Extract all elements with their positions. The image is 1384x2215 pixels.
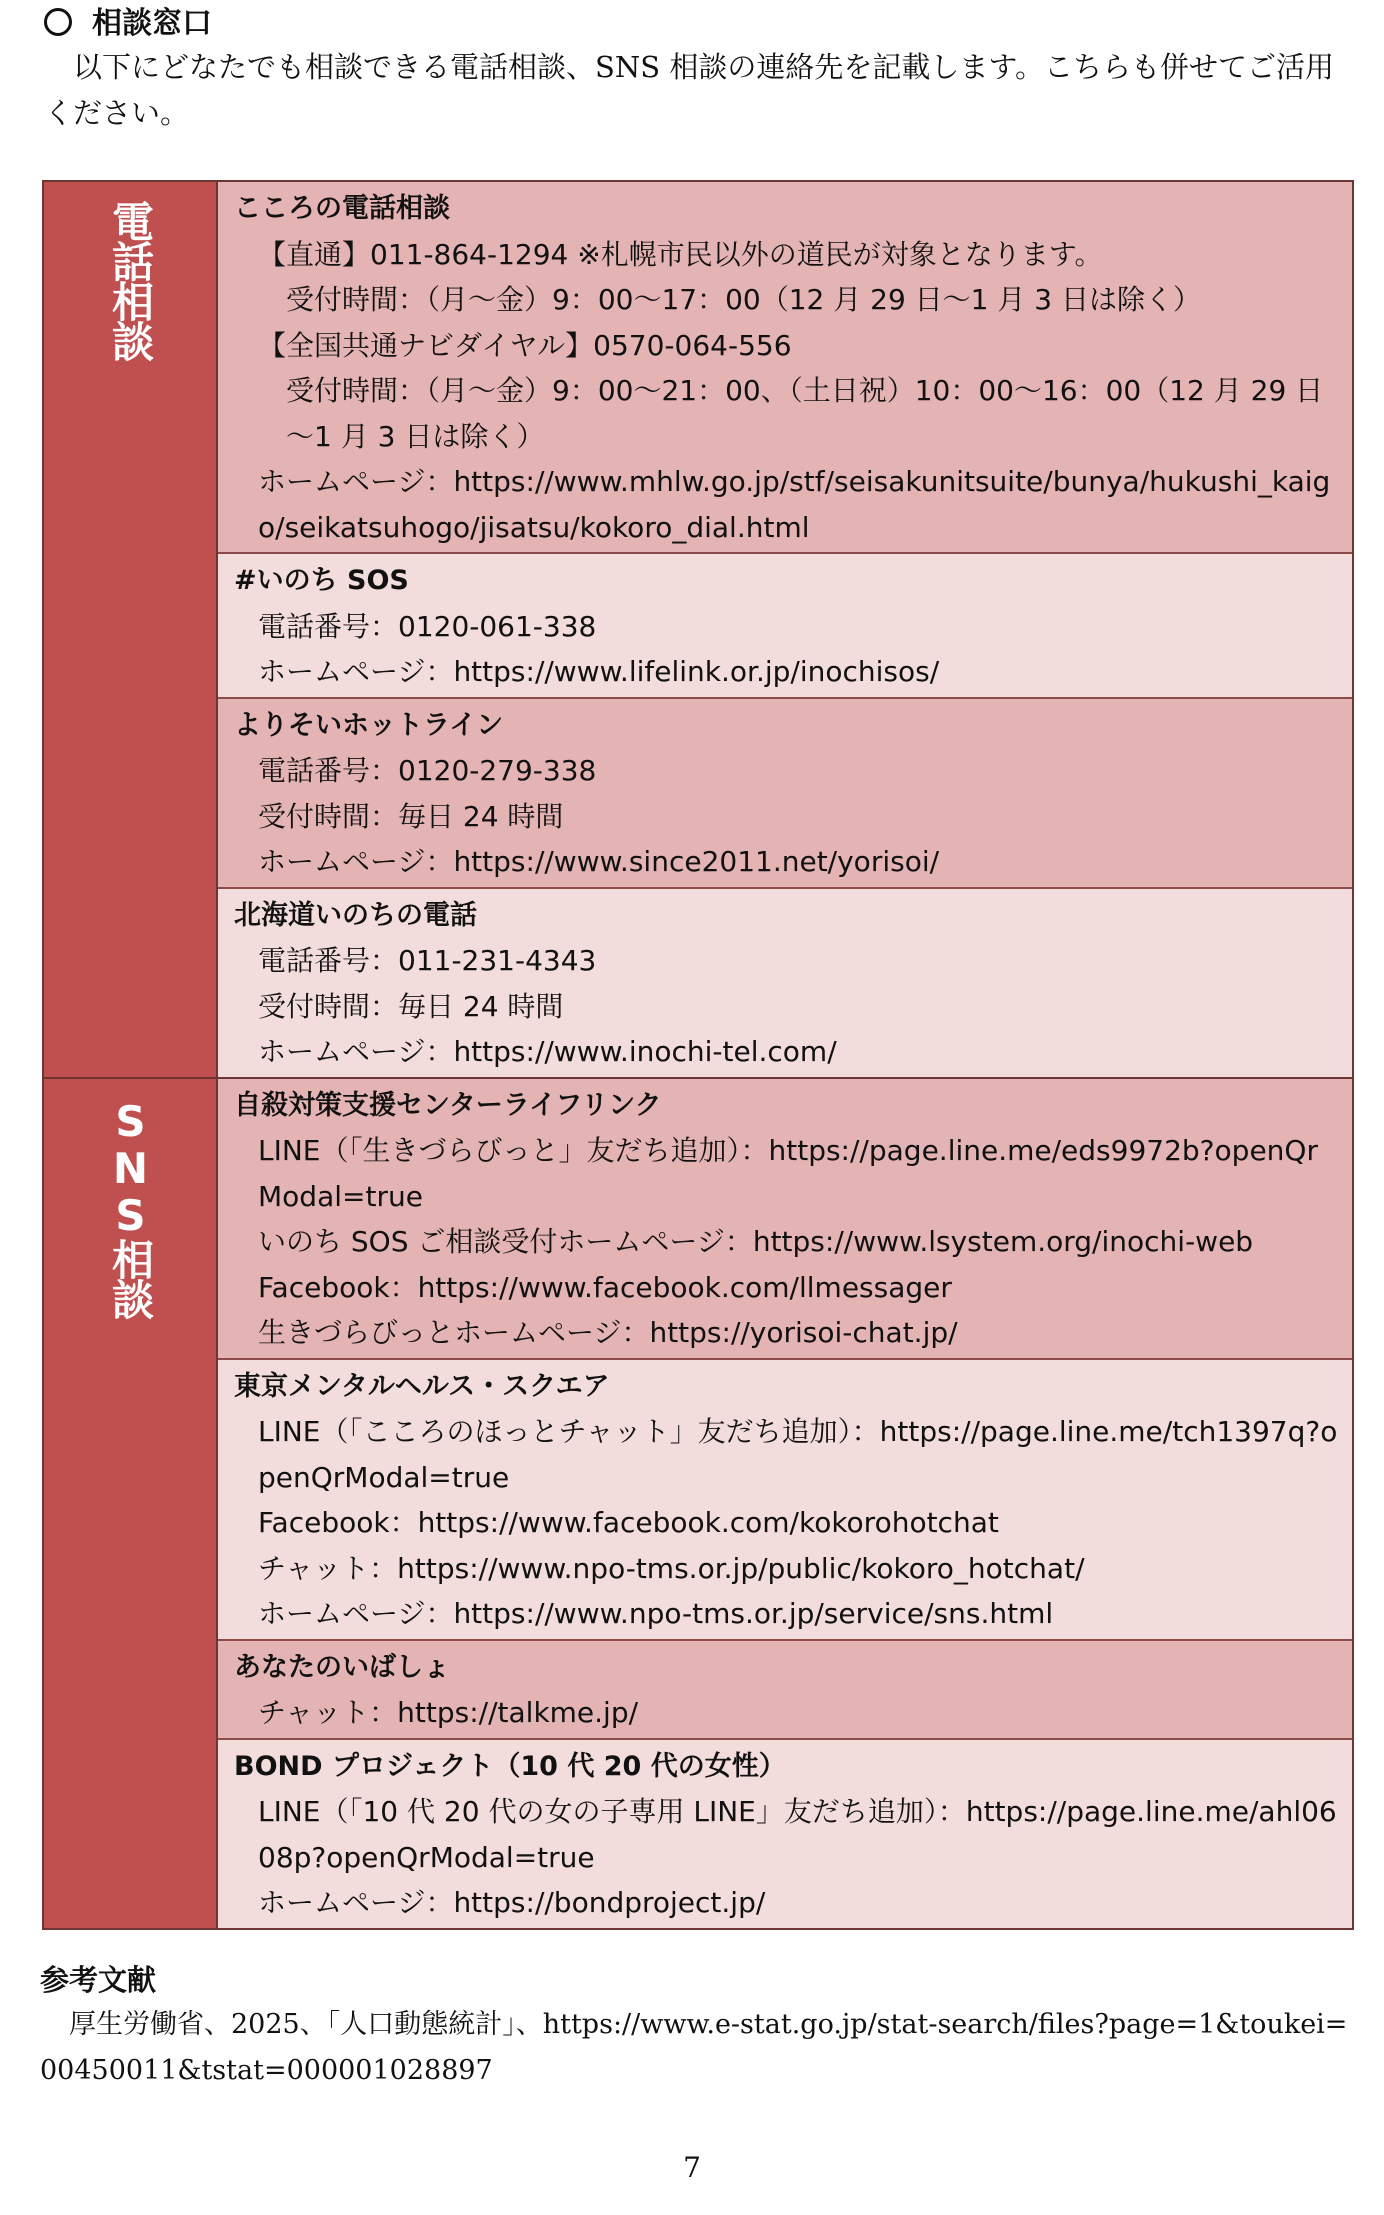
entry-line: 電話番号：011-231-4343: [258, 944, 597, 977]
contact-entry-hokkaido-inochi: [218, 889, 1352, 1077]
section-heading: [44, 2, 212, 46]
entry-title: #いのち SOS: [234, 565, 409, 596]
references-heading: 参考文献: [40, 1963, 157, 1997]
phone-entries: [218, 182, 1352, 1077]
entry-link-line[interactable]: ホームページ：https://www.since2011.net/yorisoi/: [258, 845, 940, 878]
sns-group-label-text: SNS相談: [106, 1096, 155, 1318]
entry-link-line[interactable]: ホームページ：https://www.mhlw.go.jp/stf/seisakunitsuite/bunya/hukushi_kaigo/seikatsuhogo/jisatsu/kokoro_dial.html: [258, 465, 1331, 544]
entry-title: 東京メンタルヘルス・スクエア: [234, 1370, 610, 1402]
entry-line: 電話番号：0120-279-338: [258, 754, 597, 787]
entry-link-line[interactable]: 生きづらびっとホームページ：https://yorisoi-chat.jp/: [258, 1316, 958, 1349]
entry-link-line[interactable]: ホームページ：https://www.lifelink.or.jp/inochisos/: [258, 655, 940, 688]
page-number: 7: [683, 2151, 701, 2184]
entry-link-line[interactable]: いのち SOS ご相談受付ホームページ：https://www.lsystem.org/inochi-web: [258, 1225, 1254, 1258]
contact-entry-anata-no-ibasho: [218, 1641, 1352, 1740]
contact-entry-inochi-sos: [218, 554, 1352, 699]
entry-link-line[interactable]: ホームページ：https://www.inochi-tel.com/: [258, 1035, 837, 1068]
entry-title: 北海道いのちの電話: [234, 899, 477, 931]
phone-group-label-text: 電話相談: [106, 200, 155, 360]
contact-entry-yorisoi-hotline: [218, 699, 1352, 889]
entry-line: 【直通】011-864-1294 ※札幌市民以外の道民が対象となります。: [258, 237, 1103, 271]
entry-link-line[interactable]: LINE（「生きづらびっと」友だち追加）：https://page.line.me/eds9972b?openQrModal=true: [258, 1134, 1318, 1213]
entry-line: 受付時間：毎日 24 時間: [258, 989, 564, 1023]
intro-text: 以下にどなたでも相談できる電話相談、SNS 相談の連絡先を記載します。こちらも併せてご活用ください。: [44, 50, 1335, 130]
entry-link-line[interactable]: ホームページ：https://www.npo-tms.or.jp/service/sns.html: [258, 1597, 1054, 1630]
sns-consultation-group: [44, 1079, 1352, 1928]
entry-link-line[interactable]: LINE（「こころのほっとチャット」友だち追加）：https://page.line.me/tch1397q?openQrModal=true: [258, 1415, 1338, 1494]
entry-title: あなたのいばしょ: [234, 1651, 450, 1683]
contact-entry-kokoro-phone: [218, 182, 1352, 554]
entry-link-line[interactable]: Facebook：https://www.facebook.com/kokorohotchat: [258, 1506, 999, 1539]
phone-consultation-group: [44, 182, 1352, 1079]
entry-link-line[interactable]: チャット：https://talkme.jp/: [258, 1696, 639, 1729]
references-body: [40, 2002, 1350, 2094]
phone-group-label: [44, 182, 218, 1077]
entry-line: 【全国共通ナビダイヤル】0570-064-556: [258, 328, 792, 362]
sns-group-label: [44, 1079, 218, 1928]
reference-item[interactable]: 厚生労働省、2025、「人口動態統計」、https://www.e-stat.go.jp/stat-search/files?page=1&toukei=00450011&tstat=000001028897: [40, 2009, 1348, 2086]
contact-table: [42, 180, 1354, 1930]
entry-link-line[interactable]: チャット：https://www.npo-tms.or.jp/public/kokoro_hotchat/: [258, 1551, 1085, 1585]
entry-line: 受付時間：（月～金）9：00～17：00（12 月 29 日～1 月 3 日は除く）: [286, 283, 1201, 316]
entry-line: 受付時間：（月～金）9：00～21：00、（土日祝）10：00～16：00（12 月 29 日～1 月 3 日は除く）: [286, 374, 1324, 453]
entry-title: こころの電話相談: [234, 193, 450, 224]
contact-entry-lifelink: [218, 1079, 1352, 1360]
section-title: 相談窓口: [92, 6, 212, 41]
contact-entry-bond-project: [218, 1740, 1352, 1928]
entry-link-line[interactable]: LINE（「10 代 20 代の女の子専用 LINE」友だち追加）：https://page.line.me/ahl0608p?openQrModal=true: [258, 1795, 1337, 1874]
entry-title: よりそいホットライン: [234, 709, 504, 741]
entry-line: 電話番号：0120-061-338: [258, 609, 597, 643]
sns-entries: [218, 1079, 1352, 1928]
entry-line: 受付時間：毎日 24 時間: [258, 799, 564, 833]
entry-title: BOND プロジェクト（10 代 20 代の女性）: [234, 1750, 786, 1782]
contact-entry-tokyo-mental-health: [218, 1360, 1352, 1641]
entry-link-line[interactable]: ホームページ：https://bondproject.jp/: [258, 1886, 766, 1919]
circle-bullet-icon: [44, 8, 72, 36]
entry-title: 自殺対策支援センターライフリンク: [234, 1089, 662, 1121]
intro-paragraph: [44, 44, 1344, 136]
entry-link-line[interactable]: Facebook：https://www.facebook.com/llmessager: [258, 1270, 952, 1304]
